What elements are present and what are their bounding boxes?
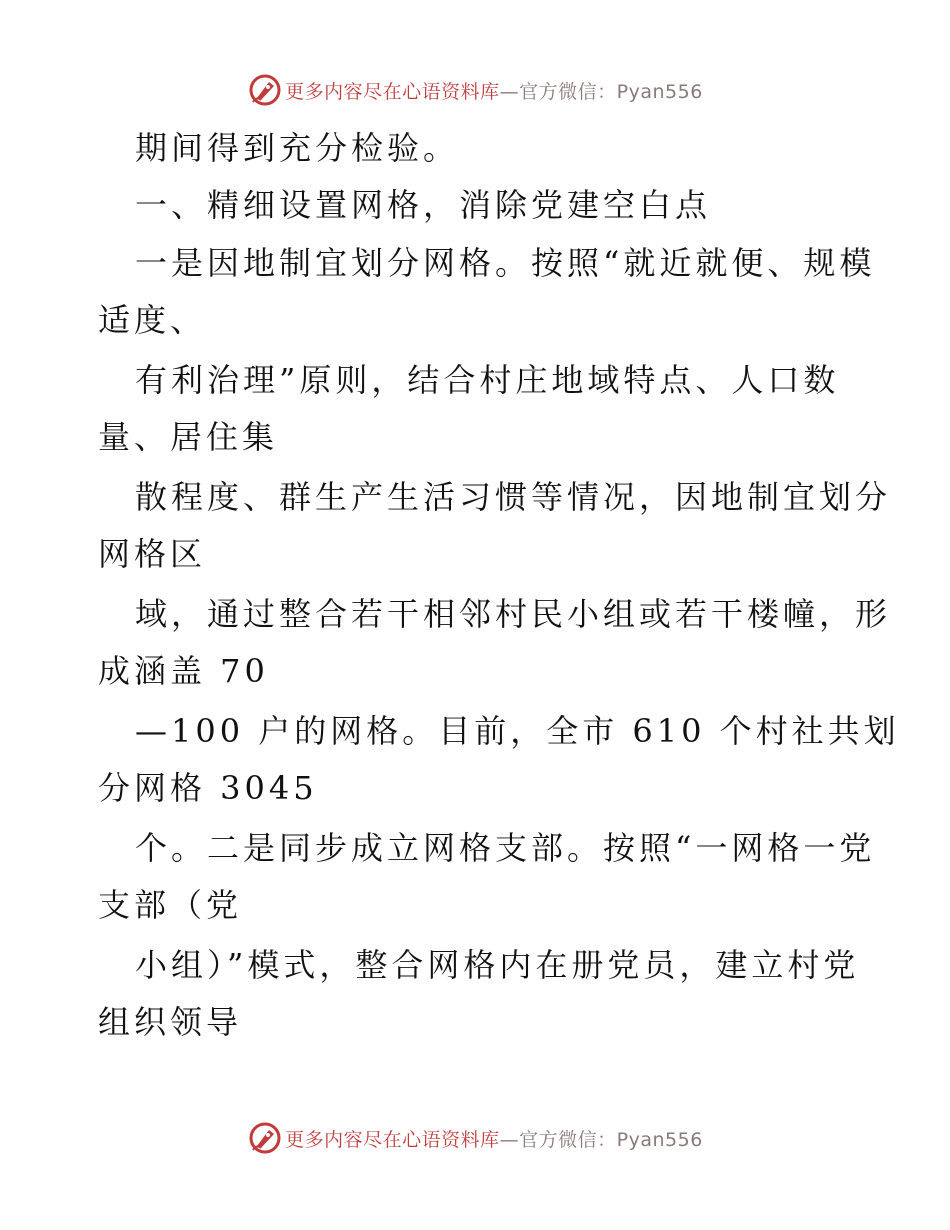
- paragraph-line: 个。二是同步成立网格支部。按照“一网格一党: [135, 829, 876, 867]
- paragraph-line: 组织领导: [98, 1003, 243, 1041]
- paragraph-line: 小组）”模式，整合网格内在册党员，建立村党: [135, 946, 860, 984]
- watermark-brand: 更多内容尽在心语资料库: [285, 80, 500, 103]
- paragraph-line: 网格区: [98, 535, 207, 573]
- footer-watermark: [0, 1118, 950, 1158]
- watermark-contact: 官方微信：Pyan556: [519, 1128, 703, 1151]
- paragraph-line: 支部（党: [98, 886, 243, 924]
- pen-nib-logo-icon: [247, 1120, 283, 1156]
- paragraph-line: 成涵盖 70: [98, 652, 269, 690]
- watermark-contact: 官方微信：Pyan556: [519, 80, 703, 103]
- watermark-text: [285, 1125, 703, 1152]
- section-heading: 一、精细设置网格，消除党建空白点: [135, 186, 712, 224]
- watermark-dash: —: [499, 1128, 520, 1151]
- paragraph-line: 一是因地制宜划分网格。按照“就近就便、规模: [135, 244, 876, 282]
- paragraph-line: 域，通过整合若干相邻村民小组或若干楼幢，形: [135, 595, 892, 633]
- paragraph-line: 适度、: [98, 301, 207, 339]
- paragraph-line: 量、居住集: [98, 418, 279, 456]
- watermark-brand: 更多内容尽在心语资料库: [285, 1128, 500, 1151]
- paragraph-line: —100 户的网格。目前，全市 610 个村社共划: [135, 712, 900, 750]
- paragraph-line: 期间得到充分检验。: [135, 129, 460, 167]
- paragraph-line: 分网格 3045: [98, 769, 318, 807]
- paragraph-line: 有利治理”原则，结合村庄地域特点、人口数: [135, 361, 840, 399]
- paragraph-line: 散程度、群生产生活习惯等情况，因地制宜划分: [135, 478, 892, 516]
- watermark-dash: —: [499, 80, 520, 103]
